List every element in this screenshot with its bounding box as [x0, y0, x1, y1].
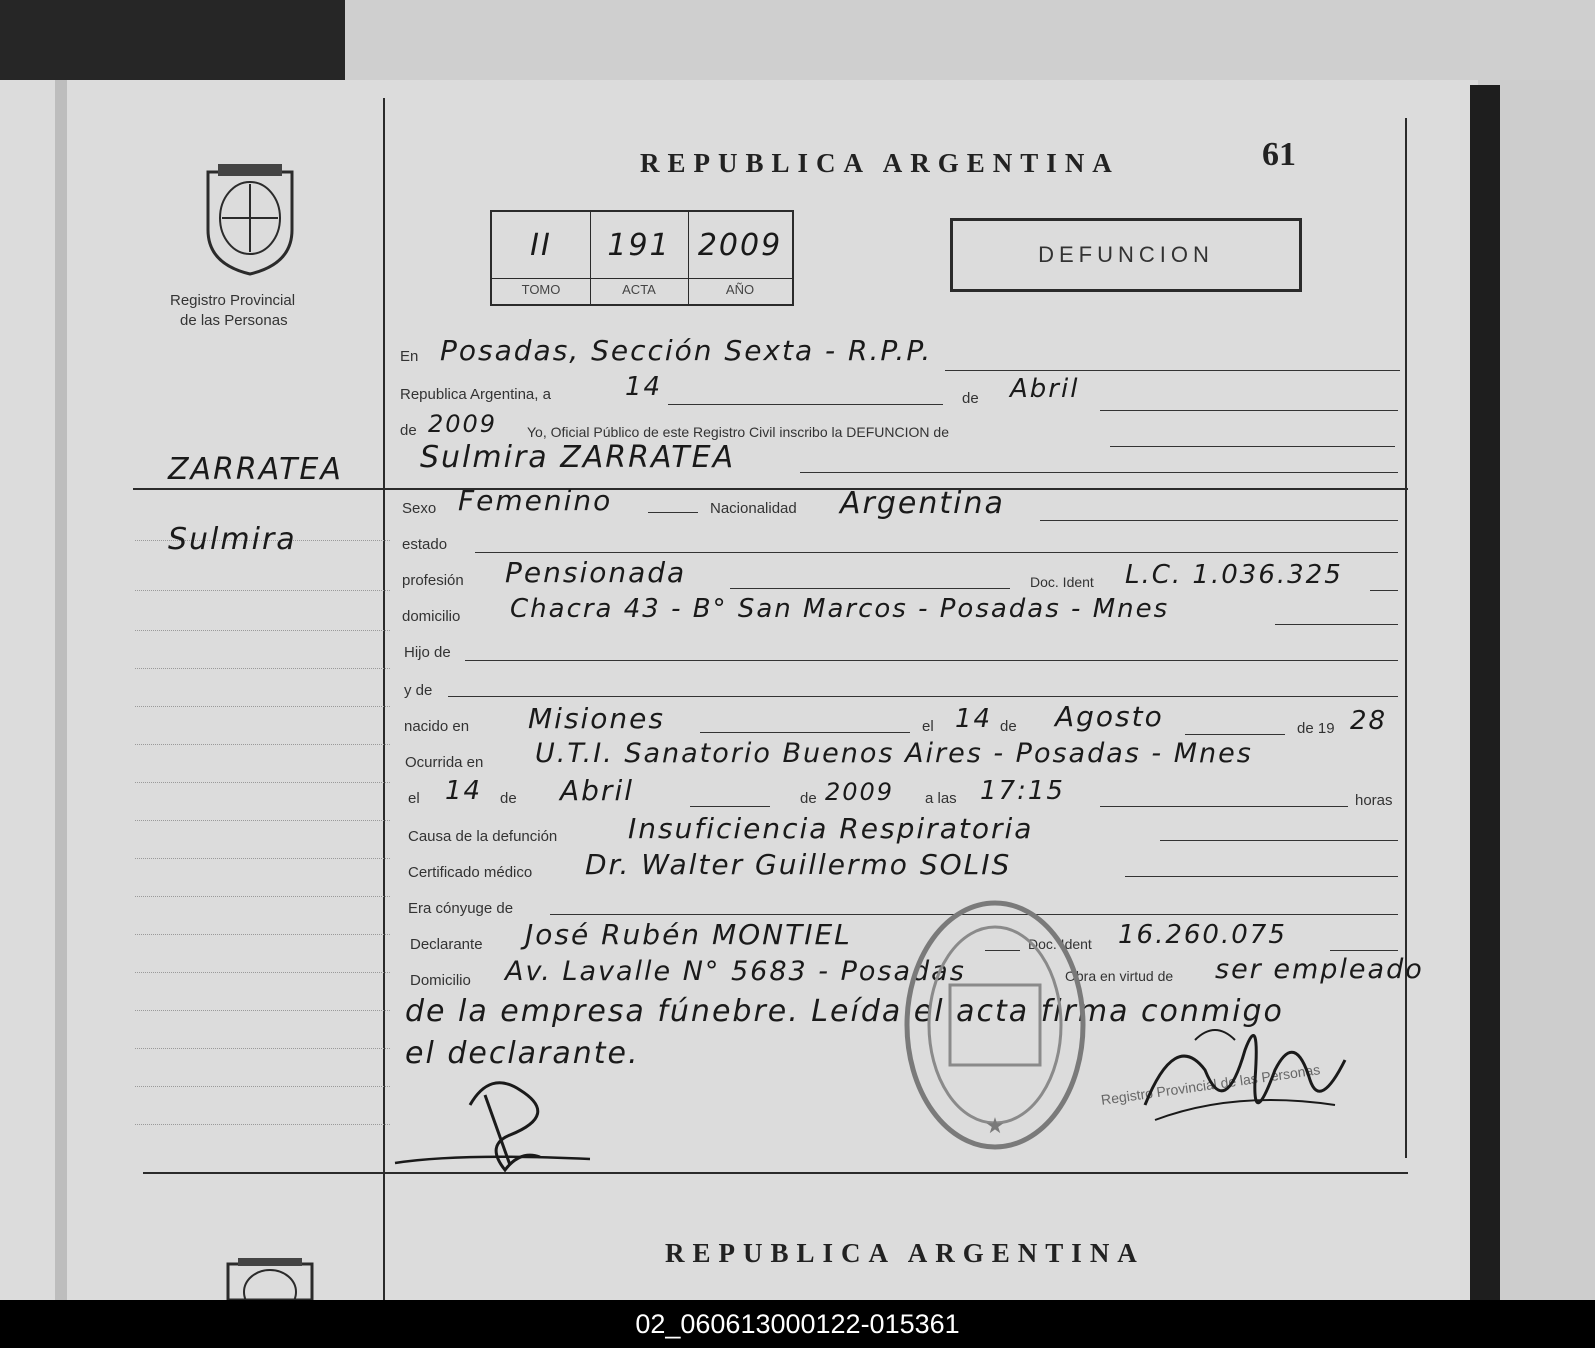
margin-dotted-line: [135, 706, 390, 707]
record-type-box: [950, 218, 1302, 292]
coat-of-arms-icon: [198, 160, 302, 276]
profesion-label: profesión: [402, 572, 464, 589]
ano-label: AÑO: [688, 278, 792, 297]
estado-label: estado: [402, 536, 448, 553]
officer-field-line: [1110, 446, 1395, 447]
doc-label: Doc. Ident: [1030, 574, 1094, 590]
death-year-label: de: [800, 790, 817, 807]
sexo-label: Sexo: [402, 500, 437, 517]
year-prefix-label: de: [400, 422, 417, 439]
day-field-line: [668, 404, 943, 405]
causa-value: Insuficiencia Respiratoria: [628, 812, 1034, 845]
estado-field-line: [475, 552, 1398, 553]
obra-label: Obra en virtud de: [1065, 968, 1174, 984]
death-year: 2009: [825, 778, 895, 806]
causa-label: Causa de la defunción: [408, 828, 558, 845]
domicilio-value: Chacra 43 - B° San Marcos - Posadas - Mnes: [510, 594, 1170, 624]
doc2-label: Doc. Ident: [1028, 936, 1092, 952]
certificado-field-line: [1125, 876, 1398, 877]
sexo-field-line: [648, 512, 698, 513]
causa-field-line: [1160, 840, 1398, 841]
de-label: de: [962, 390, 979, 407]
tomo-label: TOMO: [492, 278, 590, 297]
nacido-value: Misiones: [528, 702, 665, 735]
death-day: 14: [445, 776, 483, 806]
margin-dotted-line: [135, 744, 390, 745]
birth-month: Agosto: [1055, 700, 1164, 733]
en-field-line: [945, 370, 1400, 371]
republica-label: Republica Argentina, a: [400, 386, 551, 403]
image-id-footer: 02_060613000122-015361: [0, 1300, 1595, 1348]
birth-year-label: de 19: [1297, 720, 1335, 737]
registry-name-line1: Registro Provincial: [170, 292, 296, 309]
ano-cell: [688, 212, 792, 304]
margin-dotted-line: [135, 934, 390, 935]
doc2-field-line: [1330, 950, 1398, 951]
country-title: REPUBLICA ARGENTINA: [640, 148, 1120, 178]
nacionalidad-value: Argentina: [840, 486, 1005, 521]
margin-dotted-line: [135, 1010, 390, 1011]
death-time: 17:15: [980, 776, 1065, 806]
doc-value: L.C. 1.036.325: [1125, 560, 1343, 590]
y-de-label: y de: [404, 682, 433, 699]
ocurrida-label: Ocurrida en: [405, 754, 484, 771]
profesion-field-line: [730, 588, 1010, 589]
el2-label: el: [408, 790, 420, 807]
stamp-text: Registro Provincial de las Personas: [1100, 1061, 1322, 1108]
domicilio-field-line: [1275, 624, 1398, 625]
certificado-value: Dr. Walter Guillermo SOLIS: [585, 848, 1012, 881]
year-value: 2009: [428, 410, 498, 438]
domicilio2-label: Domicilio: [410, 972, 471, 989]
hijo-label: Hijo de: [404, 644, 451, 661]
ano-value: 2009: [697, 228, 783, 263]
el-label: el: [922, 718, 934, 735]
declarante-label: Declarante: [410, 936, 483, 953]
declarant-signature: [390, 1075, 610, 1175]
officer-text: Yo, Oficial Público de este Registro Civil inscribo la DEFUNCION de: [527, 424, 949, 440]
day-value: 14: [625, 372, 663, 402]
ocurrida-value: U.T.I. Sanatorio Buenos Aires - Posadas - Mnes: [535, 738, 1253, 769]
margin-divider: [383, 98, 385, 1300]
deceased-field-line: [800, 472, 1398, 473]
margin-dotted-line: [135, 590, 390, 591]
profesion-value: Pensionada: [505, 556, 687, 589]
registry-name-line2: de las Personas: [180, 312, 288, 329]
page-number: 61: [1262, 136, 1296, 173]
sexo-value: Femenino: [458, 484, 613, 517]
y-de-field-line: [448, 696, 1398, 697]
background-right: [1500, 80, 1595, 1300]
margin-surname: ZARRATEA: [168, 452, 343, 487]
en-label: En: [400, 348, 419, 365]
margin-dotted-line: [135, 820, 390, 821]
record-id-box: [490, 210, 794, 306]
hijo-field-line: [465, 660, 1398, 661]
svg-text:★: ★: [985, 1113, 1005, 1138]
background-top-sheet: [345, 0, 1595, 90]
bottom-coat-of-arms-icon: [222, 1258, 318, 1300]
margin-dotted-line: [135, 668, 390, 669]
birth-year-value: 28: [1350, 706, 1388, 736]
month-field-line: [1100, 410, 1398, 411]
horas-label: horas: [1355, 792, 1393, 809]
tomo-cell: [492, 212, 591, 304]
nacido-field-line: [700, 732, 910, 733]
margin-dotted-line: [135, 858, 390, 859]
name-divider-line: [133, 488, 1408, 490]
conyuge-label: Era cónyuge de: [408, 900, 514, 917]
margin-dotted-line: [135, 896, 390, 897]
month-value: Abril: [1010, 374, 1080, 404]
a-las-label: a las: [925, 790, 957, 807]
margin-dotted-line: [135, 972, 390, 973]
official-stamp-icon: [900, 895, 1090, 1155]
book-spine-edge: [1470, 85, 1500, 1300]
domicilio-label: domicilio: [402, 608, 461, 625]
obra-value: ser empleado: [1215, 954, 1424, 985]
acta-label: ACTA: [590, 278, 688, 297]
nacido-label: nacido en: [404, 718, 470, 735]
declarante-value: José Rubén MONTIEL: [525, 918, 852, 951]
right-border: [1405, 118, 1407, 1158]
margin-dotted-line: [135, 1086, 390, 1087]
birth-month-field-line: [1185, 734, 1285, 735]
page-gutter: [55, 80, 67, 1300]
continuation-line-2: el declarante.: [405, 1036, 640, 1071]
doc-field-line: [1370, 590, 1398, 591]
tomo-value: II: [530, 228, 552, 263]
nacionalidad-field-line: [1040, 520, 1398, 521]
doc2-value: 16.260.075: [1118, 920, 1287, 950]
death-time-field-line: [1100, 806, 1348, 807]
continuation-line-1: de la empresa fúnebre. Leída el acta firma conmigo: [405, 994, 1284, 1029]
en-value: Posadas, Sección Sexta - R.P.P.: [440, 334, 933, 367]
bottom-country-title: REPUBLICA ARGENTINA: [665, 1238, 1145, 1268]
acta-value: 191: [607, 228, 671, 263]
birth-day: 14: [955, 704, 993, 734]
deceased-name: Sulmira ZARRATEA: [420, 440, 736, 475]
margin-given-name: Sulmira: [168, 522, 297, 557]
certificado-label: Certificado médico: [408, 864, 533, 881]
birth-de-label: de: [1000, 718, 1017, 735]
death-month-field-line: [690, 806, 770, 807]
margin-dotted-line: [135, 1048, 390, 1049]
margin-dotted-line: [135, 630, 390, 631]
domicilio2-value: Av. Lavalle N° 5683 - Posadas: [505, 956, 966, 987]
death-month: Abril: [560, 774, 634, 807]
acta-cell: [590, 212, 689, 304]
record-type-label: DEFUNCION: [1038, 242, 1214, 267]
nacionalidad-label: Nacionalidad: [710, 500, 797, 517]
margin-dotted-line: [135, 782, 390, 783]
margin-dotted-line: [135, 1124, 390, 1125]
record-bottom-line: [143, 1172, 1408, 1174]
death-de-label: de: [500, 790, 517, 807]
official-signature: [1135, 1010, 1365, 1140]
